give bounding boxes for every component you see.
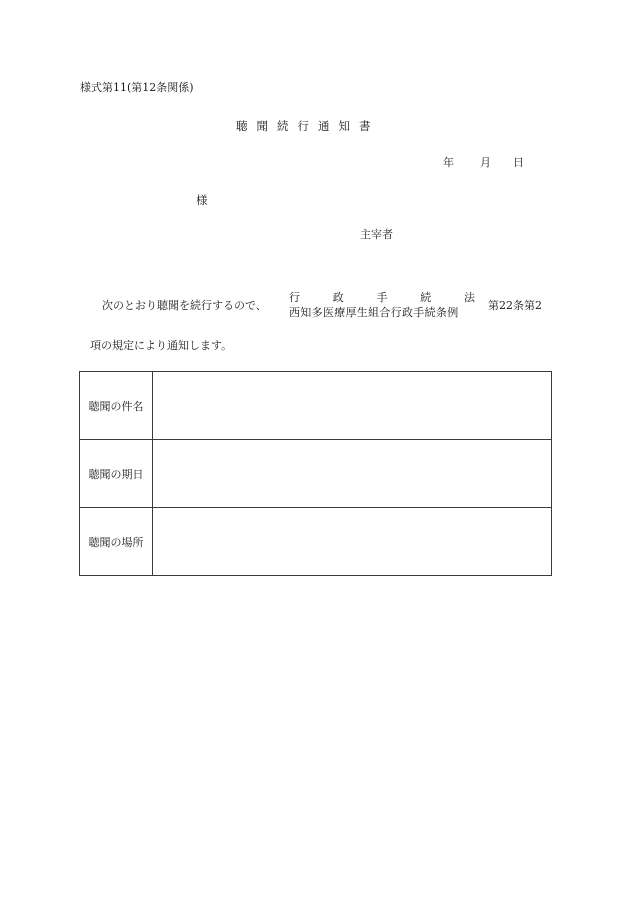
law-char: 手 <box>376 291 388 304</box>
document-title: 聴聞続行通知書 <box>236 119 380 133</box>
body-lead-text: 次のとおり聴聞を続行するので、 <box>102 299 267 312</box>
article-reference: 第22条第2 <box>488 299 542 312</box>
hearing-subject-field[interactable] <box>153 372 552 440</box>
addressee-honorific: 様 <box>196 193 208 207</box>
table-row <box>80 440 552 508</box>
hearing-details-table <box>79 371 552 576</box>
law-name-ordinance: 西知多医療厚生組合行政手続条例 <box>289 306 459 319</box>
row-label: 聴聞の件名 <box>80 372 153 440</box>
table-row <box>80 508 552 576</box>
date-year-label: 年 <box>443 156 454 169</box>
hearing-date-field[interactable] <box>153 440 552 508</box>
law-char: 行 <box>289 291 300 304</box>
body-continuation-text: 項の規定により通知します。 <box>90 339 233 352</box>
law-name-national <box>289 292 475 303</box>
law-name-stack <box>289 292 475 318</box>
form-number: 様式第11(第12条関係) <box>80 81 194 94</box>
hearing-place-field[interactable] <box>153 508 552 576</box>
row-label: 聴聞の期日 <box>80 440 153 508</box>
table-row <box>80 372 552 440</box>
date-month-label: 月 <box>480 156 491 169</box>
date-day-label: 日 <box>513 156 524 169</box>
organizer-label: 主宰者 <box>360 228 393 241</box>
law-char: 法 <box>464 291 475 304</box>
row-label: 聴聞の場所 <box>80 508 153 576</box>
law-char: 続 <box>420 291 432 304</box>
law-char: 政 <box>332 291 344 304</box>
